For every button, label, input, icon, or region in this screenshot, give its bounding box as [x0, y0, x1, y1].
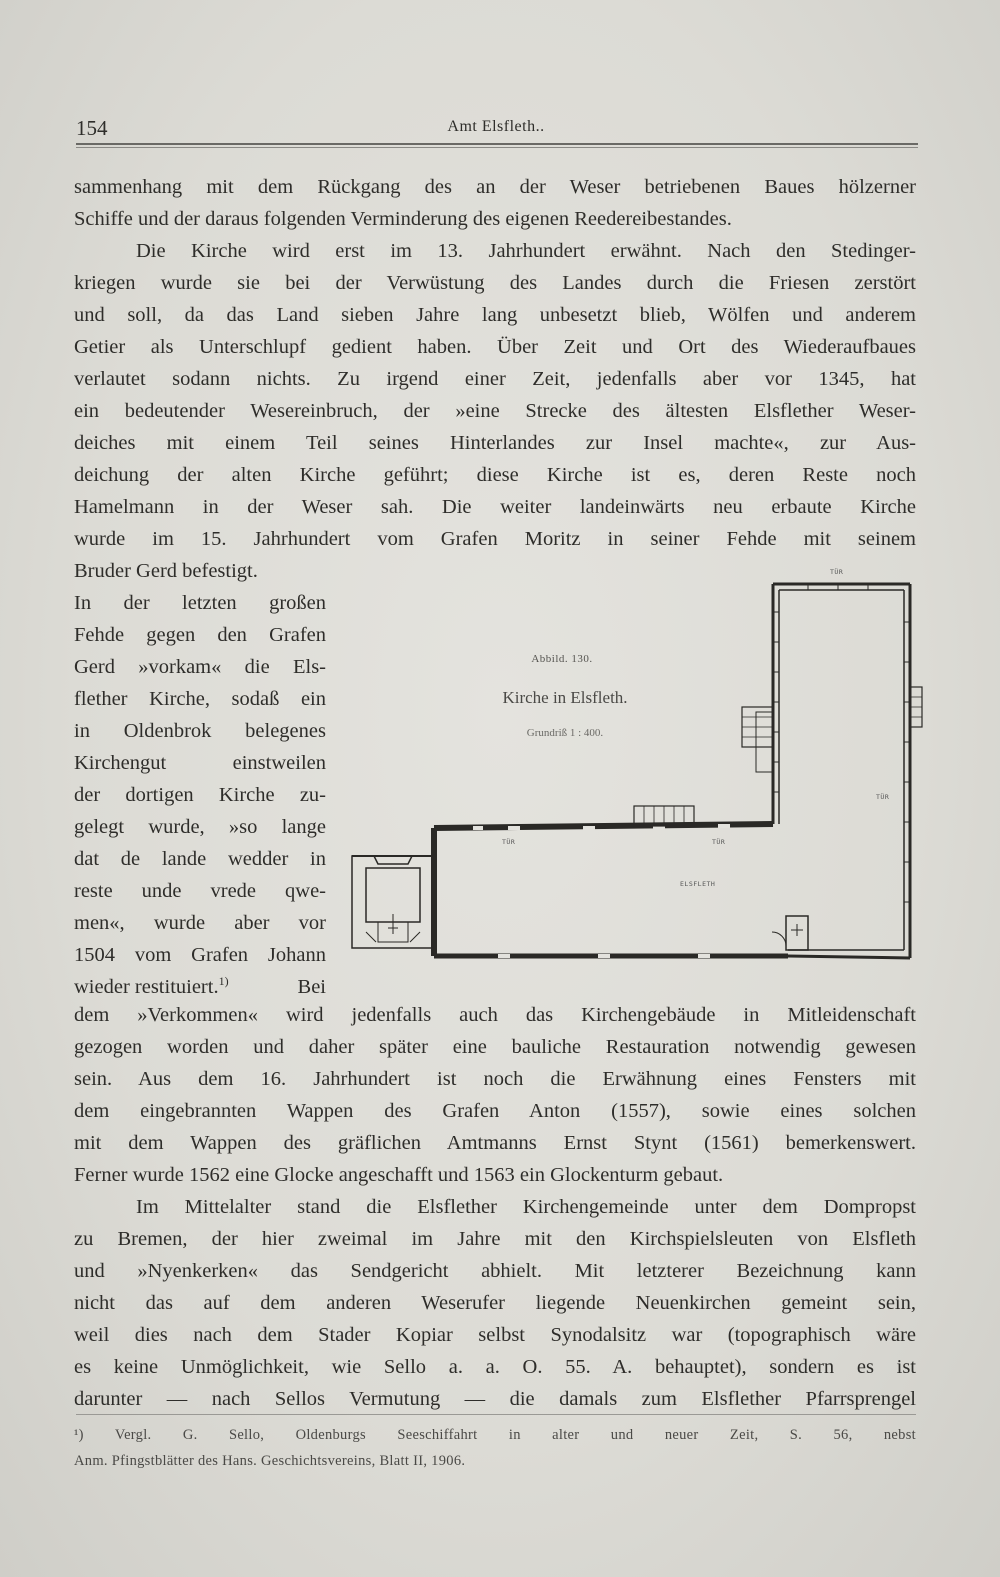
side-line: in Oldenbrok belegenes — [74, 720, 326, 742]
body-line: verlautet sodann nichts. Zu irgend einer Zeit, jedenfalls aber vor 1345, hat — [74, 368, 916, 390]
plan-label-name: ELSFLETH — [680, 880, 716, 888]
side-line: In der letzten großen — [74, 592, 326, 614]
side-line: reste unde vrede qwe- — [74, 880, 326, 902]
body-line: Hamelmann in der Weser sah. Die weiter landeinwärts neu erbaute Kirche — [74, 496, 916, 518]
church-floor-plan — [348, 562, 928, 972]
side-line: 1504 vom Grafen Johann — [74, 944, 326, 966]
plan-label-door-lower-right: TÜR — [712, 838, 726, 846]
figure-title: Kirche in Elsfleth. — [502, 688, 628, 707]
side-line: Bruder Gerd befestigt. — [74, 560, 258, 582]
body-line: und soll, da das Land sieben Jahre lang unbesetzt blieb, Wölfen und anderem — [74, 304, 916, 326]
body-line: es keine Unmöglichkeit, wie Sello a. a. O. 55. A. behauptet), sondern es ist — [74, 1356, 916, 1378]
side-line: men«, wurde aber vor — [74, 912, 326, 934]
figure-scale: Grundriß 1 : 400. — [526, 727, 604, 739]
body-line: gezogen worden und daher später eine bauliche Restauration notwendig gewesen — [74, 1036, 916, 1058]
body-line: dem eingebrannten Wappen des Grafen Anton (1557), sowie eines solchen — [74, 1100, 916, 1122]
side-line-last — [74, 972, 326, 1002]
header-rule — [76, 143, 918, 145]
footnote-reference: 1) — [218, 974, 229, 989]
body-line: zu Bremen, der hier zweimal im Jahre mit den Kirchspielsleuten von Elsfleth — [74, 1228, 916, 1250]
body-line: Schiffe und der daraus folgenden Verminderung des eigenen Reedereibestandes. — [74, 208, 732, 230]
side-line: der dortigen Kirche zu- — [74, 784, 326, 806]
body-line: sein. Aus dem 16. Jahrhundert ist noch die Erwähnung eines Fensters mit — [74, 1068, 916, 1090]
body-line: weil dies nach dem Stader Kopiar selbst Synodalsitz war (topographisch wäre — [74, 1324, 916, 1346]
page-header — [76, 112, 916, 142]
footnote-line: ¹) Vergl. G. Sello, Oldenburgs Seeschiffahrt in alter und neuer Zeit, S. 56, nebst — [74, 1427, 916, 1443]
body-line: wurde im 15. Jahrhundert vom Grafen Moritz in seiner Fehde mit seinem — [74, 528, 916, 550]
side-line: Fehde gegen den Grafen — [74, 624, 326, 646]
side-line: Kirchengut einstweilen — [74, 752, 326, 774]
plan-label-door-right: TÜR — [876, 793, 890, 801]
side-line: Gerd »vorkam« die Els- — [74, 656, 326, 678]
side-line: flether Kirche, sodaß ein — [74, 688, 326, 710]
body-line: und »Nyenkerken« das Sendgericht abhielt. Mit letzterer Bezeichnung kann — [74, 1260, 916, 1282]
body-line: nicht das auf dem anderen Weserufer liegende Neuenkirchen gemeint sein, — [74, 1292, 916, 1314]
body-line: ein bedeutender Wesereinbruch, der »eine Strecke des ältesten Elsflether Weser- — [74, 400, 916, 422]
side-line-tail: Bei — [297, 976, 326, 998]
body-line: kriegen wurde sie bei der Verwüstung des Landes durch die Friesen zerstört — [74, 272, 916, 294]
side-line-text: wieder restituiert. — [74, 976, 219, 998]
body-line: Die Kirche wird erst im 13. Jahrhundert erwähnt. Nach den Stedinger- — [136, 240, 916, 262]
body-line: Im Mittelalter stand die Elsflether Kirchengemeinde unter dem Dompropst — [136, 1196, 916, 1218]
page-number: 154 — [76, 116, 108, 140]
body-line: Getier als Unterschlupf gedient haben. Über Zeit und Ort des Wiederaufbaues — [74, 336, 916, 358]
body-line: dem »Verkommen« wird jedenfalls auch das Kirchengebäude in Mitleidenschaft — [74, 1004, 916, 1026]
body-line: deiches mit einem Teil seines Hinterlandes zur Insel machte«, zur Aus- — [74, 432, 916, 454]
header-rule-thin — [76, 147, 918, 148]
footnote-line: Anm. Pfingstblätter des Hans. Geschichtsvereins, Blatt II, 1906. — [74, 1453, 466, 1469]
footnote-rule — [76, 1414, 916, 1415]
plan-label-door-top: TÜR — [830, 568, 844, 576]
side-line: dat de lande wedder in — [74, 848, 326, 870]
body-line: mit dem Wappen des gräflichen Amtmanns Ernst Stynt (1561) bemerkenswert. — [74, 1132, 916, 1154]
plan-label-door-lower-left: TÜR — [502, 838, 516, 846]
figure-label: Abbild. 130. — [531, 653, 593, 665]
body-line: deichung der alten Kirche geführt; diese Kirche ist es, deren Reste noch — [74, 464, 916, 486]
running-title: Amt Elsfleth.. — [447, 118, 545, 135]
body-line: darunter — nach Sellos Vermutung — die damals zum Elsflether Pfarrsprengel — [74, 1388, 916, 1410]
body-line: Ferner wurde 1562 eine Glocke angeschafft und 1563 ein Glockenturm gebaut. — [74, 1164, 724, 1186]
side-line: gelegt wurde, »so lange — [74, 816, 326, 838]
body-line: sammenhang mit dem Rückgang des an der Weser betriebenen Baues hölzerner — [74, 176, 916, 198]
